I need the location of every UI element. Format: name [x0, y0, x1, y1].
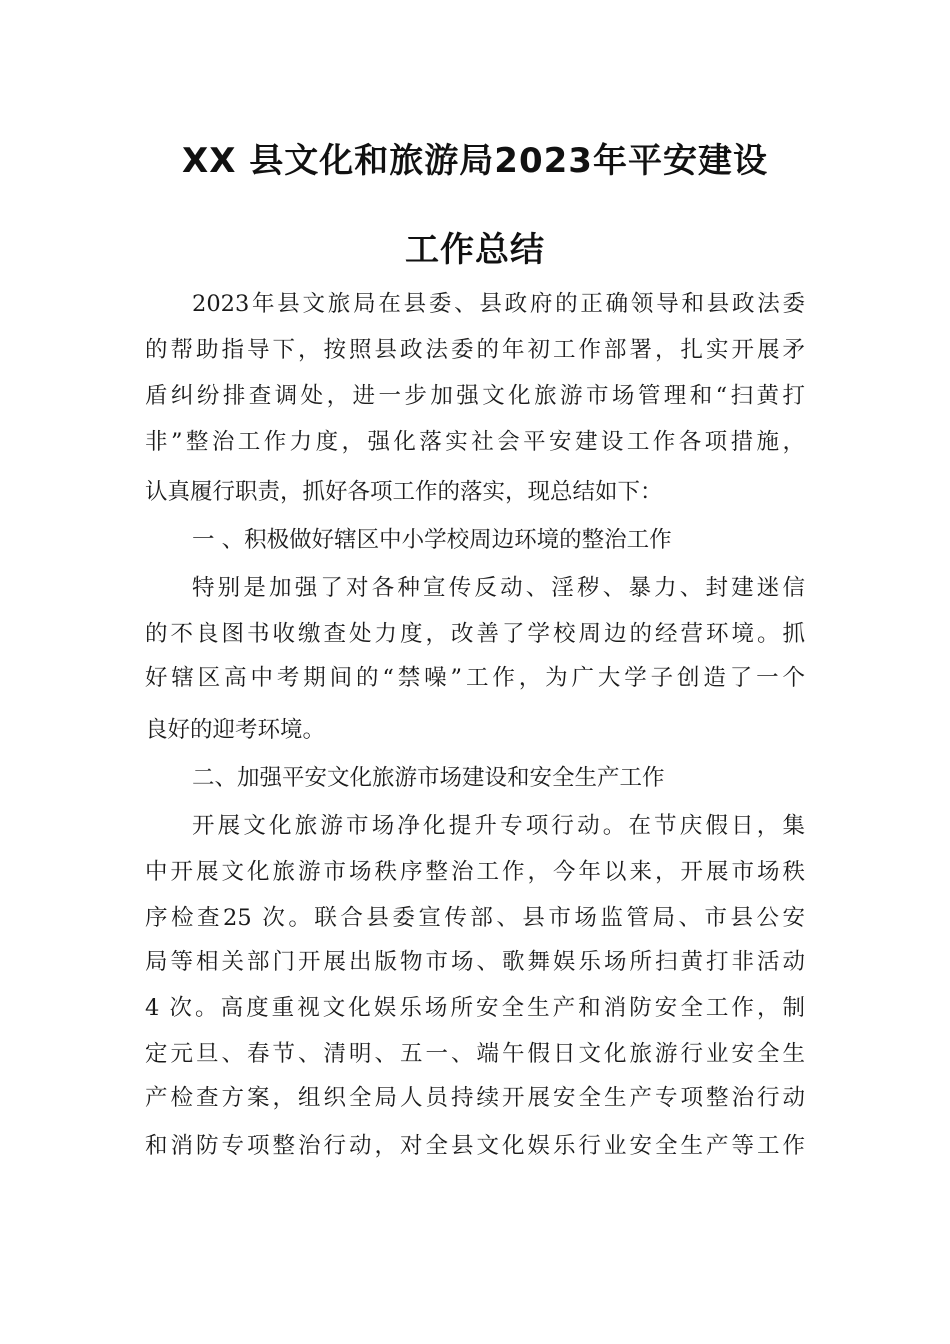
paragraph-1-line-4: 非”整治工作力度，强化落实社会平安建设工作各项措施，: [145, 429, 805, 455]
document-title-line-2: 工作总结: [405, 230, 545, 270]
paragraph-3-line-4: 局等相关部门开展出版物市场、歌舞娱乐场所扫黄打非活动: [145, 949, 805, 975]
paragraph-3-line-8: 和消防专项整治行动，对全县文化娱乐行业安全生产等工作: [145, 1133, 805, 1159]
paragraph-3-line-1: 开展文化旅游市场净化提升专项行动。在节庆假日，集: [192, 813, 805, 839]
paragraph-3-line-5: 4 次。高度重视文化娱乐场所安全生产和消防安全工作，制: [145, 995, 805, 1021]
paragraph-3-line-6: 定元旦、春节、清明、五一、端午假日文化旅游行业安全生: [145, 1041, 805, 1067]
paragraph-3-line-7: 产检查方案，组织全局人员持续开展安全生产专项整治行动: [145, 1085, 805, 1111]
paragraph-3-line-2: 中开展文化旅游市场秩序整治工作，今年以来，开展市场秩: [145, 859, 805, 885]
paragraph-2-line-2: 的不良图书收缴查处力度，改善了学校周边的经营环境。抓: [145, 621, 805, 647]
section-heading-2: 二、加强平安文化旅游市场建设和安全生产工作: [192, 765, 665, 791]
paragraph-1-line-1: 2023年县文旅局在县委、县政府的正确领导和县政法委: [192, 291, 805, 317]
paragraph-2-line-3: 好辖区高中考期间的“禁噪”工作，为广大学子创造了一个: [145, 665, 805, 691]
paragraph-3-line-3: 序检查25 次。联合县委宣传部、县市场监管局、市县公安: [145, 905, 805, 931]
document-title-line-1: XX 县文化和旅游局2023年平安建设: [182, 141, 768, 181]
section-heading-1: 一 、积极做好辖区中小学校周边环境的整治工作: [192, 527, 672, 553]
paragraph-2-line-4: 良好的迎考环境。: [145, 717, 326, 743]
paragraph-1-line-2: 的帮助指导下，按照县政法委的年初工作部署，扎实开展矛: [145, 337, 805, 363]
paragraph-2-line-1: 特别是加强了对各种宣传反动、淫秽、暴力、封建迷信: [192, 575, 805, 601]
paragraph-1-line-5: 认真履行职责，抓好各项工作的落实，现总结如下：: [145, 479, 663, 505]
paragraph-1-line-3: 盾纠纷排查调处，进一步加强文化旅游市场管理和“扫黄打: [145, 383, 805, 409]
